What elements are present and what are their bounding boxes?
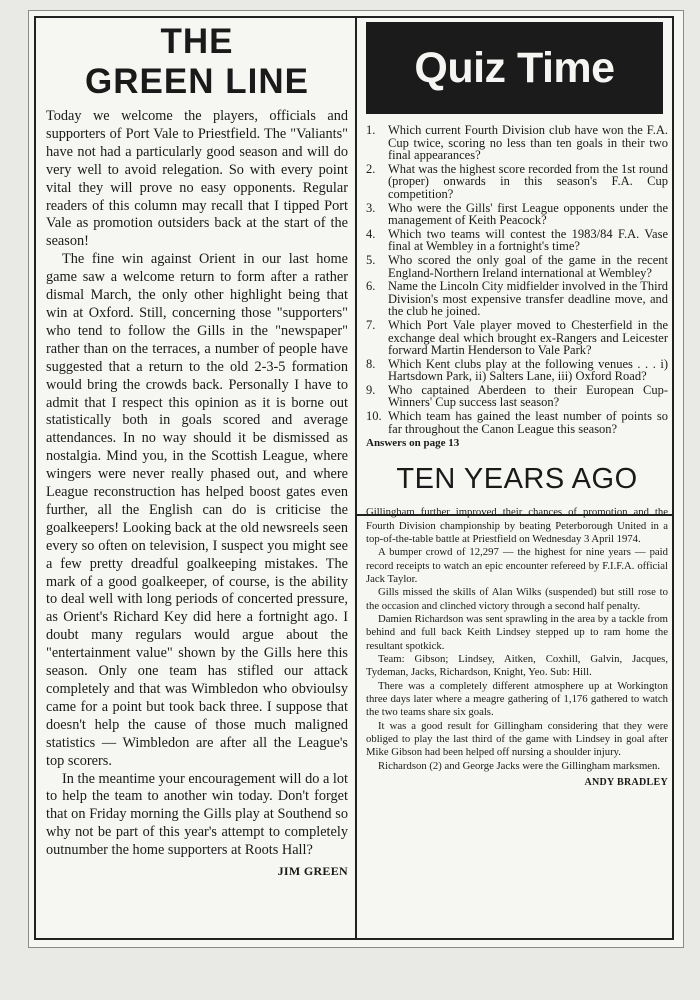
question-text: Which two teams will contest the 1983/84 F.A. Vase final at Wembley in a fortnight's time? bbox=[388, 226, 668, 254]
quiz-question bbox=[366, 384, 668, 409]
question-text: Who scored the only goal of the game in the recent England-Northern Ireland international at Wembley? bbox=[388, 252, 668, 280]
ten-years-paragraph: Gillingham further improved their chances of promotion and the Fourth Division championship by beating Peterborough United in a top-of-the-table battle at Priestfield on Wednesday 3 April 1974. bbox=[366, 506, 668, 545]
ten-years-paragraph: Richardson (2) and George Jacks were the Gillingham marksmen. bbox=[378, 759, 661, 772]
question-text: Name the Lincoln City midfielder involved in the Third Division's most expensive transfer deadline move, and the club he joined. bbox=[388, 279, 668, 319]
ten-years-paragraph: A bumper crowd of 12,297 — the highest for nine years — paid record receipts to watch an epic encounter refereed by F.I.F.A. official Jack Taylor. bbox=[366, 546, 668, 585]
question-number: 5. bbox=[366, 252, 376, 267]
question-number: 8. bbox=[366, 356, 376, 371]
green-line-title-top: THE bbox=[160, 22, 234, 61]
answers-reference: Answers on page 13 bbox=[366, 437, 460, 450]
right-column bbox=[366, 22, 668, 788]
quiz-question bbox=[366, 228, 668, 253]
quiz-question bbox=[366, 358, 668, 383]
ten-years-ago-title: TEN YEARS AGO bbox=[396, 463, 638, 496]
quiz-question bbox=[366, 280, 668, 318]
green-line-title-bottom: GREEN LINE bbox=[85, 62, 309, 101]
question-number: 6. bbox=[366, 279, 376, 294]
green-line-paragraph: Today we welcome the players, officials and supporters of Port Vale to Priestfield. The "Valiants" have not had a particularly good season and will do very well to avoid relegation. So with every point vital they will prove no easy opponents. Regular readers of this column may recall that I tipped Port Vale as promotion outsiders back at the start of the season! bbox=[46, 108, 348, 250]
quiz-question bbox=[366, 163, 668, 201]
quiz-question bbox=[366, 202, 668, 227]
question-number: 2. bbox=[366, 161, 376, 176]
question-number: 9. bbox=[366, 382, 376, 397]
green-line-paragraph: The fine win against Orient in our last home game saw a welcome return to form after a rather dismal March, the only other highlight being that win at Oxford. Still, concerning those "supporters" who tend to follow the Gills in the "newspaper" rather than on the terraces, a number of people have suggested that a return to the old 2-3-5 formation would bring the crowds back. Personally I have to admit that I respect this opinion as it is borne out statistically both in goals scored and average attendances. In no way should it be dismissed as nostalgia. Mind you, in the Scottish League, where wingers were never really phased out, and where League reconstruction has helped boost gates even further, all the English can do is criticise the goalkeepers! Looking back at the old newsreels seen every so often on television, I suspect you might see a few pretty dreadful goalkeeping mistakes. The mark of a good goalkeeper, of course, is the ability to deal well with long periods of concerted pressure, as Orient's Richard Key did here a fortnight ago. I doubt many regulars would argue about the "entertainment value" shown by the Gills here this season. Only one team has stifled our attack completely and that was Wimbledon who obvioulsy came for a point but took back three. I suppose that doesn't help the cause of those much maligned statistics — Wimbledon are after all the League's top scorers. bbox=[46, 251, 348, 769]
quiz-time-banner bbox=[366, 22, 663, 114]
column-divider bbox=[355, 16, 357, 940]
ten-years-ago-body bbox=[366, 506, 668, 773]
quiz-time-title: Quiz Time bbox=[414, 43, 615, 92]
green-line-byline: JIM GREEN bbox=[277, 864, 348, 879]
ten-years-paragraph: It was a good result for Gillingham considering that they were obliged to play the last third of the game with Lindsey in goal after Mike Gibson had been helped off nursing a shoulder injury. bbox=[366, 719, 668, 759]
green-line-paragraph: In the meantime your encouragement will do a lot to help the team to another win today. Don't forget that on Friday morning the Gills play at Southend so why not be part of this year's attempt to completely outnumber the home supporters at Roots Hall? bbox=[46, 770, 348, 859]
question-text: Which Kent clubs play at the following venues . . . i) Hartsdown Park, ii) Salters Lane, iii) Oxford Road? bbox=[388, 356, 668, 384]
ten-years-paragraph: Damien Richardson was sent sprawling in the area by a tackle from behind and full back Keith Lindsey stepped up to ram home the resultant spotkick. bbox=[366, 613, 668, 652]
question-text: Who captained Aberdeen to their European Cup-Winners' Cup success last season? bbox=[388, 382, 668, 410]
quiz-question bbox=[366, 254, 668, 279]
question-number: 3. bbox=[366, 200, 376, 215]
ten-years-paragraph: Team: Gibson; Lindsey, Aitken, Coxhill, Galvin, Jacques, Tydeman, Jacks, Richardson, Knight, Yeo. Sub: Hill. bbox=[366, 653, 668, 679]
quiz-question-list bbox=[366, 124, 668, 435]
question-text: What was the highest score recorded from the 1st round (proper) onwards in this season's F.A. Cup competition? bbox=[388, 161, 668, 201]
question-number: 7. bbox=[366, 317, 376, 332]
green-line-column bbox=[46, 18, 348, 879]
quiz-question bbox=[366, 410, 668, 435]
quiz-question bbox=[366, 124, 668, 162]
quiz-question bbox=[366, 319, 668, 357]
question-text: Who were the Gills' first League opponents under the management of Keith Peacock? bbox=[388, 200, 668, 228]
question-text: Which team has gained the least number of points so far throughout the Canon League this season? bbox=[388, 409, 668, 436]
question-number: 4. bbox=[366, 226, 376, 241]
question-number: 1. bbox=[366, 123, 376, 137]
question-number: 10. bbox=[366, 409, 382, 424]
ten-years-paragraph: There was a completely different atmosphere up at Workington three days later where a meagre gathering of 1,176 gathered to watch the two teams share six goals. bbox=[366, 679, 668, 719]
question-text: Which current Fourth Division club have won the F.A. Cup twice, scoring no less than ten goals in their two final appearances? bbox=[388, 123, 668, 163]
ten-years-byline: ANDY BRADLEY bbox=[584, 777, 668, 789]
question-text: Which Port Vale player moved to Chesterfield in the exchange deal which brought ex-Rangers and Leicester forward Martin Henderson to Vale Park? bbox=[388, 317, 668, 358]
ten-years-paragraph: Gills missed the skills of Alan Wilks (suspended) but still rose to the occasion and clinched victory through a second half penalty. bbox=[366, 586, 668, 612]
